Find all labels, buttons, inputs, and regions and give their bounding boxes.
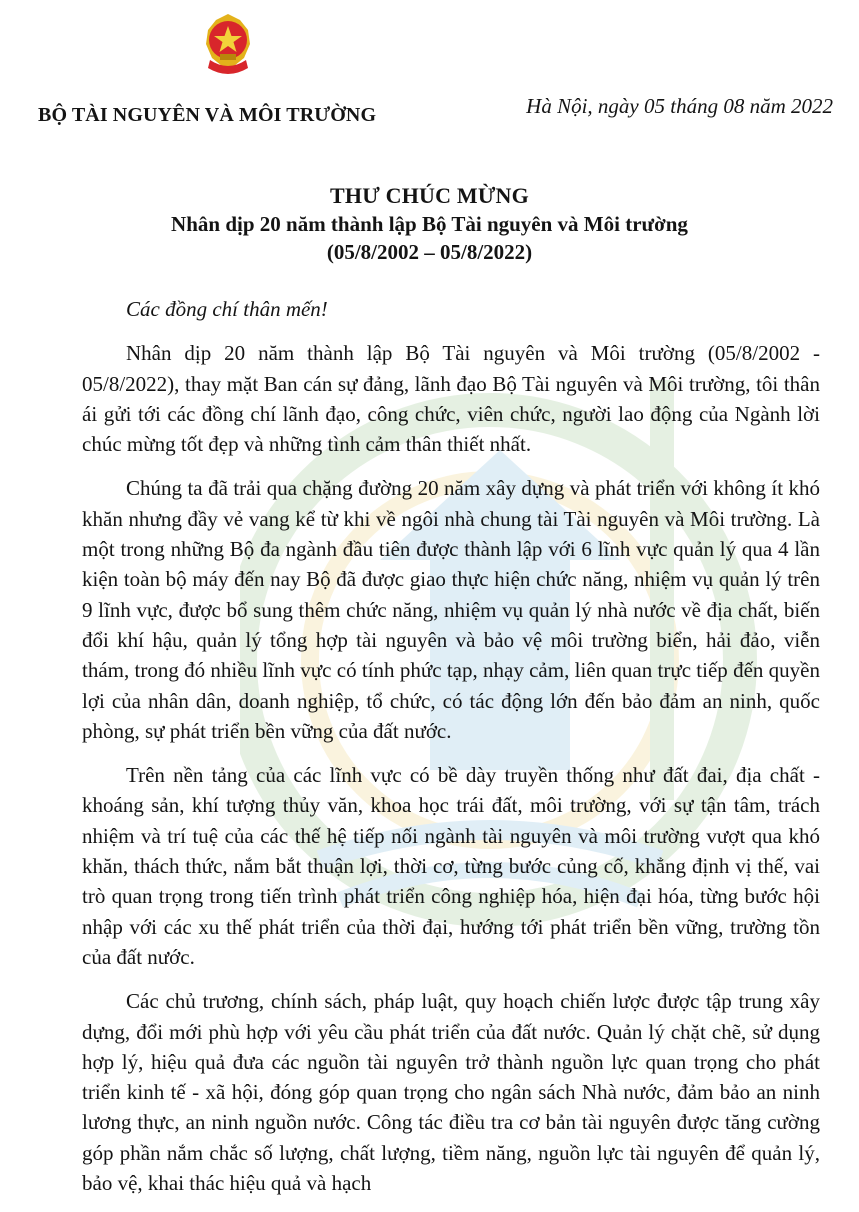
title-line-3: (05/8/2002 – 05/8/2022): [326, 240, 533, 264]
agency-name: BỘ TÀI NGUYÊN VÀ MÔI TRƯỜNG: [38, 104, 377, 126]
place-date: Hà Nội, ngày 05 tháng 08 năm 2022: [526, 94, 833, 118]
title-line-1: THƯ CHÚC MỪNG: [330, 183, 529, 208]
letter-body: [82, 294, 820, 1212]
paragraph: Các chủ trương, chính sách, pháp luật, quy hoạch chiến lược được tập trung xây dựng, đổi mới phù hợp với yêu cầu phát triển của đất nước. Quản lý chặt chẽ, sử dụng hợp lý, hiệu quả đưa các nguồn tài nguyên trở thành nguồn lực quan trọng cho phát triển kinh tế - xã hội, đóng góp quan trọng cho ngân sách Nhà nước, đảm bảo an ninh lương thực, an ninh nguồn nước. Công tác điều tra cơ bản tài nguyên được tăng cường góp phần nắm chắc số lượng, chất lượng, tiềm năng, nguồn lực tài nguyên để quản lý, bảo vệ, khai thác hiệu quả và hạch: [82, 989, 820, 1196]
paragraph: Trên nền tảng của các lĩnh vực có bề dày truyền thống như đất đai, địa chất - khoáng sản, khí tượng thủy văn, khoa học trái đất, môi trường, với sự tận tâm, trách nhiệm và trí tuệ của các thế hệ tiếp nối ngành tài nguyên và môi trường vượt qua khó khăn, thách thức, nắm bắt thuận lợi, thời cơ, từng bước củng cố, khẳng định vị thế, vai trò quan trọng trong tiến trình phát triển công nghiệp hóa, hiện đại hóa, từng bước hội nhập với các xu thế phát triển của thời đại, hướng tới phát triển bền vững, trường tồn của đất nước.: [82, 763, 820, 969]
paragraph: Nhân dịp 20 năm thành lập Bộ Tài nguyên và Môi trường (05/8/2002 - 05/8/2022), thay mặt Ban cán sự đảng, lãnh đạo Bộ Tài nguyên và Môi trường, tôi thân ái gửi tới các đồng chí lãnh đạo, công chức, viên chức, người lao động của Ngành lời chúc mừng tốt đẹp và những tình cảm thân thiết nhất.: [82, 341, 820, 457]
greeting: Các đồng chí thân mến!: [126, 297, 328, 321]
title-line-2: Nhân dịp 20 năm thành lập Bộ Tài nguyên và Môi trường: [171, 212, 688, 236]
letter-title: [0, 182, 859, 266]
paragraph: Chúng ta đã trải qua chặng đường 20 năm xây dựng và phát triển với không ít khó khăn nhưng đầy vẻ vang kể từ khi về ngôi nhà chung tài Tài nguyên và Môi trường. Là một trong những Bộ đa ngành đầu tiên được thành lập với 6 lĩnh vực quản lý qua 4 lần kiện toàn bộ máy đến nay Bộ đã được giao thực hiện chức năng, nhiệm vụ quản lý trên 9 lĩnh vực, được bổ sung thêm chức năng, nhiệm vụ quản lý nhà nước về địa chất, biến đổi khí hậu, quản lý tổng hợp tài nguyên và bảo vệ môi trường biển, hải đảo, viễn thám, trong đó nhiều lĩnh vực có tính phức tạp, nhạy cảm, liên quan trực tiếp đến quyền lợi của nhân dân, doanh nghiệp, tổ chức, có tác động lớn đến bảo đảm an ninh, quốc phòng, sự phát triển bền vững của đất nước.: [82, 476, 820, 743]
national-emblem-icon: [196, 10, 260, 82]
